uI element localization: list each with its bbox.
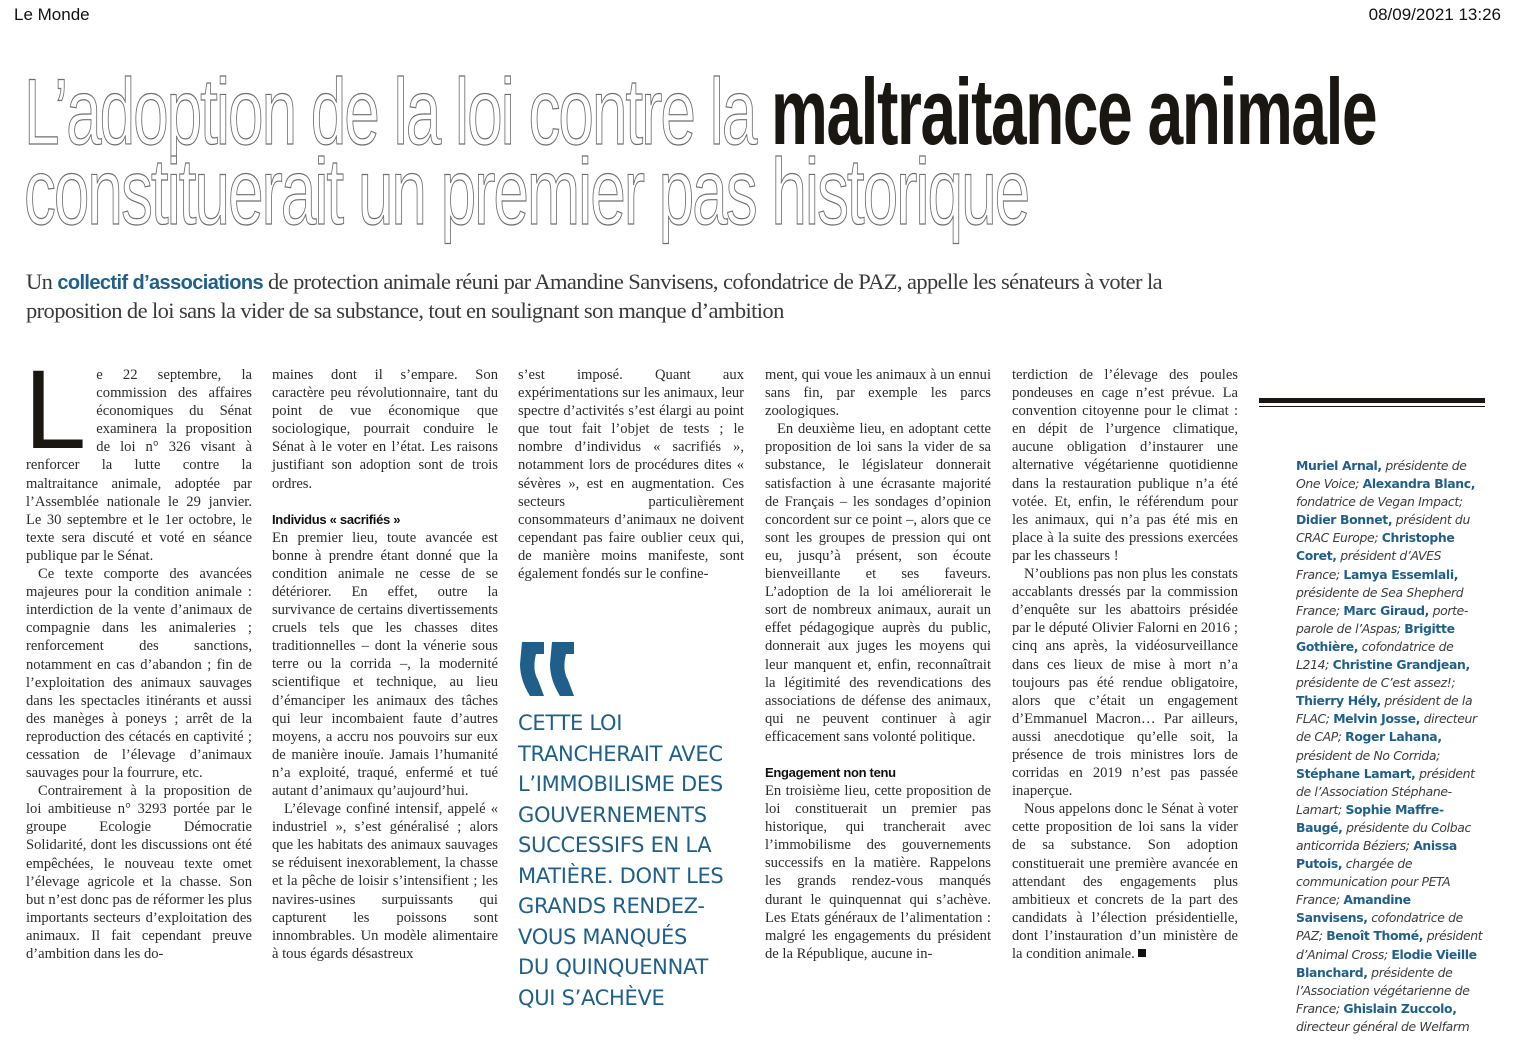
signatory-role: directeur général de Welfarm	[1296, 1018, 1470, 1034]
signatory-role: porte-parole de l’Aspas;	[1296, 602, 1468, 636]
article-column-4	[765, 366, 991, 963]
article-column-5	[1012, 366, 1238, 963]
paragraph: L’élevage confiné intensif, appelé « industriel », s’est généralisé ; alors que les habitats des animaux sauvages se réduisent inexorablement, la chasse et la pêche de loisir s’intensifient ; les navires-usines surpuissants qui capturent les poissons sont innombrables. Un modèle alimentaire à tous égards désastreux	[272, 801, 498, 962]
signatory-name: Didier Bonnet,	[1296, 512, 1393, 528]
end-of-article-icon	[1138, 949, 1146, 957]
pull-quote-line: SUCCESSIFS EN LA	[518, 833, 712, 857]
signatory-name: Christophe Coret,	[1296, 530, 1455, 564]
paragraph: maines dont il s’empare. Son caractère peu révolutionnaire, tant du point de vue économique que sociologique, pourrait conduire le Sénat à le voter en l’état. Les raisons justifiant son adoption sont de trois ordres.	[272, 367, 498, 492]
subheading: Engagement non tenu	[765, 764, 896, 780]
signatory-name: Brigitte Gothière,	[1296, 620, 1455, 654]
paragraph	[24, 347, 252, 565]
headline-bold-text: maltraitance animale	[771, 59, 1377, 164]
signatory-name: Anissa Putois,	[1296, 837, 1457, 872]
signatory-role: présidente du Colbac anticorrida Béziers;	[1296, 819, 1471, 853]
paragraph: En premier lieu, toute avancée est bonne à prendre étant donné que la condition animale ne cesse de se détériorer. En effet, outre la survivance de certains divertissements cruels tels que les chasses dites traditionnelles – dont la vénerie sous terre ou la corrida –, la modernité scientifique et technique, au lieu d’émanciper les animaux des tâches qui leur incombaient faute d’autres moyens, a accru nos pouvoirs sur eux de manière inouïe. Jamais l’humanité n’a exploité, traqué, enfermé et tué autant d’animaux qu’aujourd’hui.	[272, 529, 498, 799]
signatory-name: Benoît Thomé,	[1326, 928, 1424, 944]
signatory-name: Thierry Hély,	[1296, 693, 1381, 709]
paragraph: Ce texte comporte des avancées majeures pour la condition animale : interdiction de la vente d’animaux de compagnie dans les animaleries ; renforcement des sanctions, notamment en cas d’abandon ; fin de l’exploitation des animaux sauvages dans les spectacles itinérants et aussi des manèges à poneys ; arrêt de la reproduction des cétacés en captivité ; cessation de l’élevage d’animaux sauvages pour la fourrure, etc.	[26, 566, 252, 782]
quote-open-icon	[518, 640, 578, 698]
standfirst-prefix: Un	[26, 269, 58, 294]
signatory-name: Muriel Arnal,	[1296, 458, 1382, 473]
divider-thin	[1259, 406, 1485, 407]
signatory-role: président d’Animal Cross;	[1296, 928, 1483, 962]
signatory-name: Sophie Maffre-Baugé,	[1296, 801, 1444, 835]
signatory-name: Lamya Essemlali,	[1343, 566, 1459, 582]
signatory-name: Alexandra Blanc,	[1362, 476, 1476, 492]
pull-quote-line: TRANCHERAIT AVEC	[518, 741, 723, 766]
paragraph	[1012, 800, 1238, 963]
signatory-role: président de la FLAC;	[1296, 693, 1473, 727]
paragraph: s’est imposé. Quant aux expérimentations sur les animaux, leur spectre d’activités s’est élargi au point que tout fait l’objet de tests ; le nombre d’individus « sacrifiés », notamment lors de procédures dites « sévères », est en augmentation. Ces secteurs particulièrement consommateurs d’animaux ne doivent cependant pas faire oublier ceux qui, de manière moins manifeste, sont également fondés sur le confine-	[518, 367, 744, 583]
pull-quote-line: GRANDS RENDEZ-	[518, 894, 705, 918]
source-label: Le Monde	[14, 5, 90, 24]
signatory-name: Melvin Josse,	[1333, 711, 1421, 727]
article-column-1	[24, 347, 252, 963]
pull-quote-text	[518, 708, 748, 1013]
headline-light-text: L’adoption de la loi contre la	[24, 59, 772, 164]
dropcap: L	[24, 347, 87, 472]
standfirst	[26, 268, 1236, 324]
paragraph: En deuxième lieu, en adoptant cette proposition de loi sans la vider de sa substance, le législateur donnerait satisfaction à une écrasante majorité de Français – les sondages d’opinion concordent sur ce point –, alors que ce sont les groupes de pression qui ont eu, jusqu’à présent, son écoute bienveillante et ses faveurs. L’adoption de la loi améliorerait le sort de nombreux animaux, aurait un effet pédagogique auprès du public, donnerait aux juges les moyens qui leur manquent et, enfin, reconnaîtrait la légitimité des revendications des associations de défense des animaux, qui ne peuvent continuer à agir efficacement sans volonté politique.	[765, 421, 991, 745]
standfirst-accent: collectif d’associations	[57, 272, 263, 294]
signatory-name: Marc Giraud,	[1343, 602, 1429, 618]
signatory-role: chargée de communication pour PETA France;	[1296, 856, 1451, 908]
pull-quote	[518, 640, 748, 1013]
signatories-divider	[1259, 398, 1485, 407]
paragraph: Contrairement à la proposition de loi ambitieuse n° 3293 portée par le groupe Ecologie Démocratie Solidarité, dont les discussions ont été empêchées, le nouveau texte omet l’élevage agricole et la chasse. Son but n’est donc pas de réformer les plus importants secteurs d’exploitation des animaux. Il fait cependant preuve d’ambition dans les do-	[26, 783, 252, 962]
pull-quote-line: L’IMMOBILISME DES	[518, 772, 723, 796]
signatory-name: Elodie Vieille Blanchard,	[1296, 946, 1477, 980]
signatory-name: Roger Lahana,	[1345, 729, 1442, 745]
signatory-name: Ghislain Zuccolo,	[1343, 1000, 1457, 1016]
paragraph-text: Nous appelons donc le Sénat à voter cette proposition de loi sans la vider de sa substance. Son adoption constituerait une première avancée en attendant des engagements plus ambitieux et concrets de la part des candidats à l’élection présidentielle, dont l’instauration d’un ministère de la condition animale.	[1012, 801, 1238, 962]
pull-quote-line: VOUS MANQUÉS	[518, 924, 687, 949]
article-column-2	[272, 366, 498, 963]
signatory-role: président du CRAC Europe;	[1296, 512, 1470, 546]
pull-quote-line: MATIÈRE. DONT LES	[518, 863, 724, 888]
signatory-role: présidente de Sea Shepherd France;	[1296, 584, 1464, 618]
divider-thick	[1259, 398, 1485, 403]
signatory-name: Amandine Sanvisens,	[1296, 892, 1411, 926]
signatory-role: présidente de One Voice;	[1296, 458, 1467, 492]
paragraph-text: e 22 septembre, la commission des affaires économiques du Sénat examinera la proposition de loi n° 326 visant à renforcer la lutte contre la maltraitance animale, adoptée par l’Assemblée nationale le 29 janvier. Le 30 septembre et le 1er octobre, le texte sera discuté et voté en séance publique par le Sénat.	[26, 367, 252, 564]
signatory-role: fondatrice de Vegan Impact;	[1296, 494, 1463, 510]
signatory-role: président d’AVES France;	[1296, 548, 1442, 582]
headline-line-2: constituerait un premier pas historique	[24, 139, 1029, 244]
signatory-role: présidente de l’Association végétarienne de France;	[1296, 964, 1470, 1016]
paragraph: ment, qui voue les animaux à un ennui sans fin, par exemple les parcs zoologiques.	[765, 367, 991, 420]
pull-quote-line: QUI S’ACHÈVE	[518, 985, 665, 1010]
signatory-name: Stéphane Lamart,	[1296, 765, 1416, 781]
paragraph: terdiction de l’élevage des poules pondeuses en cage n’est prévue. La convention citoyenne pour le climat : en dépit de l’urgence climatique, aucune obligation d’instaurer une alternative végétarienne quotidienne dans la restauration publique n’a été votée. Et, enfin, le référendum pour les animaux, qui n’a pas été mis en place à la suite des pressions exercées par les chasseurs !	[1012, 367, 1238, 564]
subheading: Individus « sacrifiés »	[272, 511, 401, 527]
signatory-name: Christine Grandjean,	[1332, 657, 1470, 673]
signatory-role: président de No Corrida;	[1296, 747, 1440, 763]
headline	[24, 59, 1384, 244]
signatory-role: directeur de CAP;	[1296, 711, 1477, 745]
standfirst-suffix: de protection animale réuni par Amandine Sanvisens, cofondatrice de PAZ, appelle les sénateurs à voter la proposition de loi sans la vider de sa substance, tout en soulignant son manque d’ambition	[26, 269, 1163, 323]
datetime-label: 08/09/2021 13:26	[1368, 5, 1501, 24]
pull-quote-line: DU QUINQUENNAT	[518, 955, 708, 979]
signatory-role: cofondatrice de PAZ;	[1296, 910, 1463, 944]
pull-quote-line: GOUVERNEMENTS	[518, 802, 707, 827]
pull-quote-line: CETTE LOI	[518, 711, 623, 735]
signatory-role: président de l’Association Stéphane-Lamart;	[1296, 765, 1475, 817]
signatory-role: présidente de C’est assez!;	[1296, 675, 1456, 691]
signatories-list	[1296, 457, 1486, 1036]
paragraph: En troisième lieu, cette proposition de loi constituerait un premier pas historique, qui trancherait avec l’immobilisme des gouvernements successifs en la matière. Rappelons les grands rendez-vous manqués durant le quinquennat qui s’achève. Les Etats généraux de l’alimentation : malgré les engagements du président de la République, aucune in-	[765, 782, 991, 962]
paragraph: N’oublions pas non plus les constats accablants dressés par la commission d’enquête sur les abattoirs présidée par le député Olivier Falorni en 2016 ; cinq ans après, la vidéosurveillance dans ces lieux de mise à mort n’a toujours pas été rendue obligatoire, alors que c’était un engagement d’Emmanuel Macron… Par ailleurs, aussi anecdotique qu’elle soit, la présence de trois ministres lors de corridas en 2019 n’est pas passée inaperçue.	[1012, 566, 1238, 800]
article-column-3	[518, 366, 744, 583]
signatory-role: cofondatrice de L214;	[1296, 638, 1454, 673]
